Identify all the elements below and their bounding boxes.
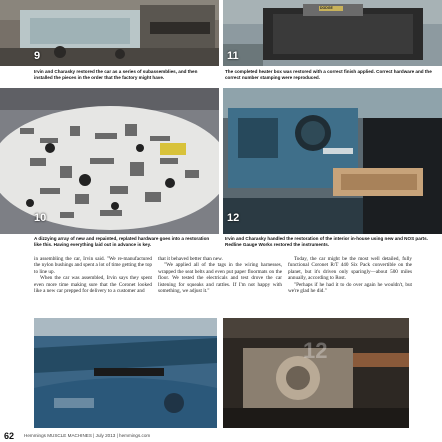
- body-column-3: [288, 256, 412, 294]
- body-paragraph: "Perhaps if he had it to do over again he wouldn't, but we're glad he did.": [288, 281, 412, 295]
- footer-publication: Hemmings MUSCLE MACHINES | July 2013 | hemmings.com: [24, 433, 151, 438]
- watermark-text: 12: [303, 338, 328, 363]
- caption-12: Irvin and Charasky handled the restoration of the interior in-house using new and NOS parts. Redline Gauge Works restored the instruments.: [225, 236, 428, 247]
- page-footer: [0, 430, 442, 442]
- caption-11: The completed heater box was restored with a correct finish applied. Correct hardware and the correct number stamping were reproduced.: [225, 69, 432, 80]
- photo-10-illustration: [0, 88, 219, 234]
- photo-12-interior: [223, 88, 442, 234]
- photo-badge-10: 10: [34, 212, 47, 224]
- body-paragraph: "We applied all of the tags in the wiring harnesses, wrapped the seat belts and even put paper floormats on the floor. We tested the electricals and test drove the car listening for squeaks and rattles. If I'm not happy with something, we adjust it.": [158, 262, 282, 295]
- photo-10-hardware-table: [0, 88, 219, 234]
- photo-underside-right: [223, 318, 409, 428]
- photo-9-illustration: [0, 0, 219, 66]
- photo-underside-illustration: [223, 318, 409, 428]
- body-paragraph: in assembling the car, Irvin said. "We re-manufactured the nylon bushings and spent a lot of time getting the top to line up.: [34, 256, 153, 275]
- photo-12-illustration: [223, 88, 442, 234]
- body-column-1: [34, 256, 152, 294]
- page-number: 62: [4, 431, 15, 441]
- body-column-2: [158, 256, 282, 294]
- heater-box-label: DODGE: [320, 6, 333, 10]
- body-paragraph: that it behaved better than new.: [158, 256, 223, 262]
- photo-badge-11: 11: [227, 50, 239, 62]
- body-paragraph: When the car was assembled, Irvin says they spent even more time making sure that the Coronet looked like a new car prepped for delivery to a customer and: [34, 275, 152, 295]
- caption-9: Irvin and Charasky restored the car as a series of subassemblies, and then installed the pieces in the order that the factory might have.: [34, 69, 198, 80]
- body-paragraph: Today, the car might be the most well detailed, fully functional Coronet R/T 440 Six Pack convertible on the planet, but it's driven only sparingly—about 500 miles annually, according to Rost.: [288, 256, 412, 282]
- caption-10: A dizzying array of new and repainted, replated hardware goes into a restoration like this. Having everything laid out in advance is key.: [34, 236, 210, 247]
- photo-badge-12: 12: [227, 212, 240, 224]
- photo-engine-bay-left: [34, 318, 217, 428]
- photo-9-subassemblies: [0, 0, 219, 66]
- photo-11-heater-box: [223, 0, 442, 66]
- photo-engine-left-illustration: [34, 318, 217, 428]
- photo-badge-9: 9: [34, 50, 41, 62]
